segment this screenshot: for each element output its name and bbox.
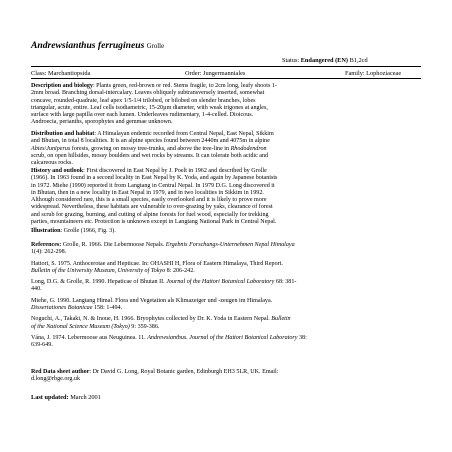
history-line: and scrub for grazing, burning, and cutting of alpine forests for fuel wood, especially for trekking (31, 211, 269, 218)
reference-text: Noguchi, A., Takaki, N. & Inoue, H. 1966. Bryophytes collected by Dr. K. Yoda in Eastern Nepal. (31, 316, 272, 323)
description-line: surface with large papilla over each lumen. Underleaves rudimentary, 1-4-celled. Dioicous. (31, 112, 254, 119)
reference-journal: Dissertationes Botanicae (31, 305, 93, 312)
distribution-heading: Distribution and habitat (31, 131, 95, 137)
distribution-italic: Rhododendron (230, 145, 267, 152)
illustration-section (31, 228, 421, 235)
description-line: 2mm broad. Branching dorsal-intercalary. Leaves obliquely subtransversely inserted, somewhat (31, 90, 265, 97)
history-line: (1966). In 1963 found in a second locality in East Nepal by K. Yoda, and again by Japanese botanists (31, 175, 278, 182)
distribution-line (31, 146, 421, 153)
history-line: : First discovered in East Nepal by J. Poelt in 1962 and described by Grolle (83, 168, 267, 174)
reference-journal: Ergebnis Forschungs-Unternehmen Nepal Himalaya (165, 242, 295, 248)
status-criteria: B1,2cd (349, 57, 368, 64)
references-heading: References: (31, 242, 62, 248)
reference-journal: of the National Science Museum (Tokyo) (31, 323, 130, 330)
reference-text: Long, D.G. & Grolle, R. 1990. Hepaticae of Bhutan II. (31, 279, 167, 286)
reference-journal: Bulletin (271, 316, 291, 323)
history-line: in 1972. Miehe (1990) reported it from Langtang in Central Nepal. In 1979 D.G. Long discovered it (31, 182, 275, 189)
species-author: Grolle (146, 43, 165, 50)
reference-text: Miehe, G. 1990. Langtang Himal. Flora und Vegetation als Klimazeiger und -zeugen im Himalaya. (31, 297, 273, 304)
description-line: triangular, acute, entire. Leaf cells isodiametric, 15-20µm diameter, with weak trigones at angles, (31, 104, 268, 111)
history-line: in Bhutan, then in a new locality in East Nepal in 1979, and in two localities in Sikkim in 1992. (31, 189, 264, 196)
last-updated-date: March 2001 (68, 394, 101, 401)
status-line (282, 57, 368, 64)
distribution-italic: Abies (31, 145, 45, 152)
reference-text: Vána, J. 1974. Lebermoose aus Neuguinea. 11. (31, 334, 148, 341)
reference-text: 38: (297, 334, 307, 341)
description-line: concave, rounded-quadrate, leaf apex 1/5-1/4 trilobed, or bilobed on slender branches, lobes (31, 97, 256, 104)
class-label: Class: Marchantiopsida (31, 70, 91, 77)
status-value: Endangered (EN) (300, 57, 349, 64)
reference-text: Grolle, R. 1966. Die Lebermoose Nepals. (61, 242, 166, 248)
distribution-line: calcareous rocks. (31, 160, 73, 167)
top-rule (31, 66, 421, 67)
bottom-rule (31, 78, 421, 79)
history-heading: History and outlook (31, 168, 84, 174)
status-label: Status: (282, 57, 300, 64)
distribution-line: and Bhutan, in total 8 localities. It is an alpine species found between 2440m and 4075m in alpine (31, 138, 270, 145)
reference-text: 9: 359-386. (129, 323, 160, 330)
reference-text: 1(4): 262-298. (31, 249, 67, 256)
species-name: Andrewsianthus ferrugineus (31, 40, 145, 51)
distribution-section (31, 131, 421, 167)
reference-text: 639-649. (31, 342, 53, 349)
history-line: Although considered rare, this is a small species, easily overlooked and it is likely to prove more (31, 197, 267, 204)
distribution-text: forests, growing on mossy tree-trunks, and above the tree-line in (70, 145, 231, 152)
reference-journal: Bulletin of the University Museum, University of Tokyo (31, 267, 166, 274)
reference-text: 158: 1-494. (92, 305, 123, 312)
illustration-heading: Illustration (31, 228, 61, 234)
reference-journal: Andrewsianthus. Journal of the Hattori Botanical Laboratory (147, 334, 298, 341)
history-line: parties, mountaineers etc. Protection is unknown except in Langtang National Park in Central Nepal. (31, 219, 277, 226)
author-section (31, 369, 421, 384)
description-line: : Plants green, red-brown or red. Stems fragile, to 2cm long, leafy shoots 1- (92, 83, 277, 89)
distribution-line: scrub, on open hillsides, mossy boulders and wet rocks by streams. It can tolerate both acidic and (31, 152, 269, 159)
family-label: Family: Lophoziaceae (345, 70, 402, 77)
history-section (31, 168, 421, 226)
distribution-italic: Juniperus (46, 145, 71, 152)
description-section (31, 83, 421, 127)
description-heading: Description and biology (31, 83, 93, 89)
description-line: Androecia, perianths, sporophytes and gemmae unknown. (31, 119, 173, 126)
last-updated (31, 394, 101, 401)
reference-text: 440. (31, 286, 42, 293)
order-label: Order: Jungermanniales (185, 70, 246, 77)
author-text: : Dr David G. Long, Royal Botanic garden, Edinburgh EH3 5LR, UK. Email: (89, 369, 279, 375)
author-heading: Red Data sheet author (31, 369, 90, 375)
species-title (31, 40, 164, 51)
reference-text: Hattori, S. 1975. Anthocerotae and Hepticae. In: OHASHI H, Flora of Eastern Himalaya, Third Report. (31, 260, 283, 267)
references-section (31, 242, 421, 350)
reference-text: 68: 381- (274, 279, 297, 286)
reference-text: 8: 206-242. (165, 267, 195, 274)
author-email[interactable]: d.long@rbge.org.uk (31, 376, 80, 383)
last-updated-label: Last updated: (31, 394, 69, 401)
history-line: widespread. Nevertheless, these habitats are vulnerable to over-grazing by yaks, clearance of forest (31, 204, 273, 211)
reference-journal: Journal of the Hattori Botanical Laboratory (166, 279, 275, 286)
distribution-line: : A Himalayan endemic recorded from Central Nepal, East Nepal, Sikkim (94, 131, 274, 137)
illustration-text: : Grolle (1966, Fig. 3). (60, 228, 116, 234)
distribution-text: / (44, 145, 47, 152)
